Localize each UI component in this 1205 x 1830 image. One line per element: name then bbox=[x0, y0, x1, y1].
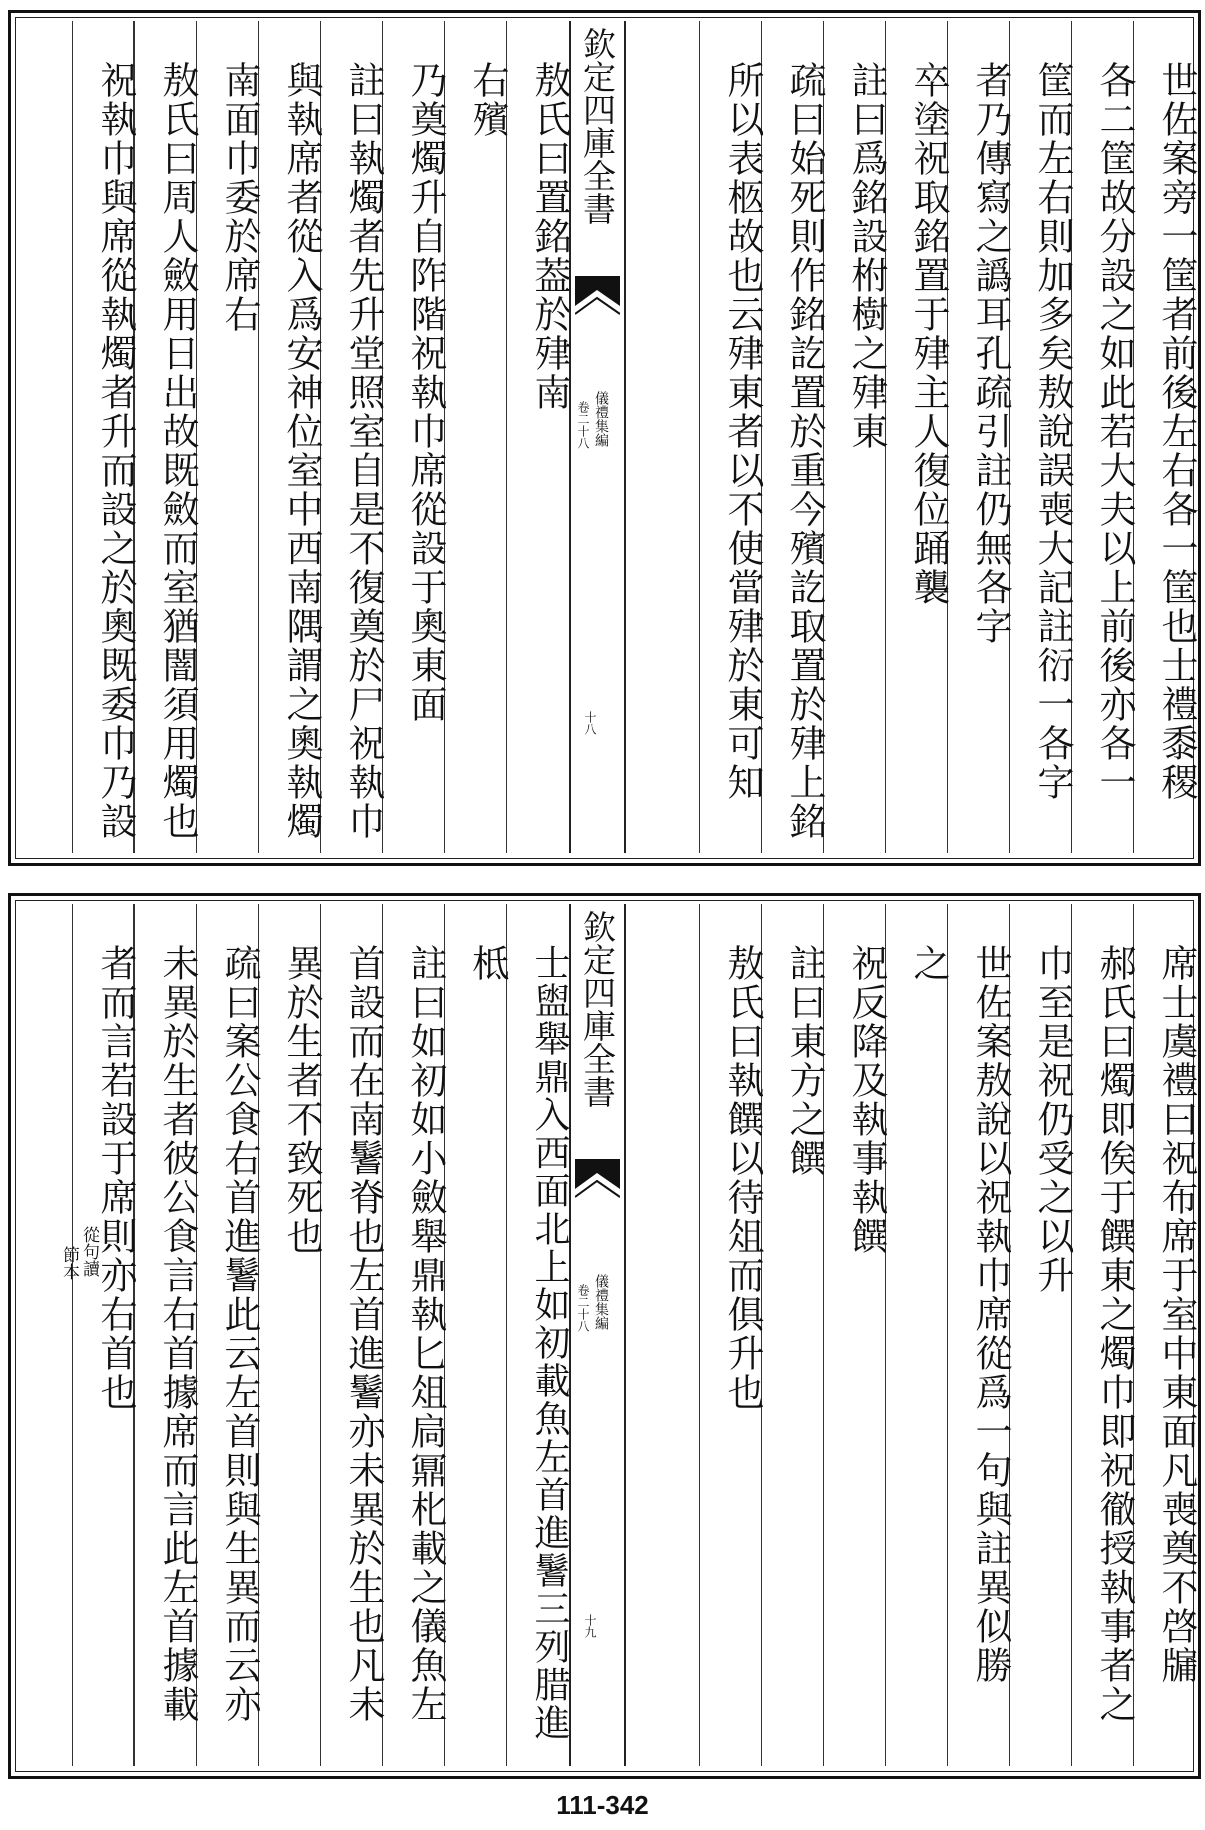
text-column bbox=[1133, 21, 1198, 853]
column-text: 各二筐故分設之如此若大夫以上前後亦各一 bbox=[1093, 61, 1136, 802]
text-column bbox=[444, 21, 509, 853]
fish-tail-mark-icon bbox=[575, 1159, 620, 1209]
column-text: 卒塗祝取銘置于肂主人復位踊襲 bbox=[907, 61, 950, 607]
text-column bbox=[885, 904, 950, 1766]
text-column bbox=[885, 21, 950, 853]
column-text: 世佐案旁一筐者前後左右各一筐也士禮黍稷 bbox=[1155, 61, 1198, 802]
text-column bbox=[258, 904, 323, 1766]
text-column bbox=[382, 21, 447, 853]
page-number-footer: 111-342 bbox=[556, 1790, 649, 1820]
collection-title: 欽定四庫全書 bbox=[578, 27, 617, 225]
text-column bbox=[1133, 904, 1198, 1766]
text-column bbox=[1071, 904, 1136, 1766]
interlinear-note: 從句讀 bbox=[79, 1226, 99, 1277]
text-column bbox=[761, 904, 826, 1766]
column-text: 疏曰始死則作銘訖置於重今殯訖取置於肂上銘 bbox=[783, 61, 826, 841]
column-text: 筐而左右則加多矣敖說誤喪大記註衍一各字 bbox=[1031, 61, 1074, 802]
interlinear-note: 節本 bbox=[59, 1246, 79, 1280]
book-name: 儀禮集編 bbox=[593, 1274, 609, 1330]
column-text: 郝氏曰燭即俟于饌東之燭巾即祝徹授執事者之 bbox=[1093, 944, 1136, 1724]
fish-tail-mark-icon bbox=[575, 276, 620, 326]
text-column bbox=[258, 21, 323, 853]
center-fold-strip bbox=[569, 21, 626, 853]
column-text: 祝反降及執事執饌 bbox=[845, 944, 888, 1256]
column-text: 右殯 bbox=[466, 61, 509, 139]
folio-number: 十八 bbox=[583, 711, 597, 735]
text-column bbox=[506, 904, 570, 1766]
text-column bbox=[320, 904, 385, 1766]
column-text: 之 bbox=[907, 944, 950, 983]
column-text: 敖氏曰執饌以待俎而俱升也 bbox=[721, 944, 764, 1412]
column-text: 南面巾委於席右 bbox=[218, 61, 261, 334]
column-text: 所以表柩故也云肂東者以不使當肂於東可知 bbox=[721, 61, 764, 802]
text-column bbox=[506, 21, 571, 853]
text-column bbox=[72, 21, 137, 853]
text-column bbox=[196, 21, 261, 853]
text-column bbox=[823, 21, 888, 853]
volume-number: 卷二十八 bbox=[576, 401, 590, 449]
text-column bbox=[134, 904, 199, 1766]
text-column bbox=[699, 21, 764, 853]
column-text: 者乃傳寫之譌耳孔疏引註仍無各字 bbox=[969, 61, 1012, 646]
column-text: 世佐案敖說以祝執巾席從爲一句與註異似勝 bbox=[969, 944, 1012, 1685]
column-text: 註曰爲銘設柎樹之肂東 bbox=[845, 61, 888, 451]
book-name: 儀禮集編 bbox=[593, 391, 609, 447]
column-text: 註曰東方之饌 bbox=[783, 944, 826, 1178]
column-text: 未異於生者彼公食言右首據席而言此左首據載 bbox=[156, 944, 199, 1724]
column-text: 註曰如初如小斂舉鼎執匕俎扃鼏朼載之儀魚左 bbox=[404, 944, 447, 1724]
column-text: 席士虞禮曰祝布席于室中東面凡喪奠不啓牖 bbox=[1155, 944, 1198, 1685]
text-column bbox=[134, 21, 199, 853]
column-text: 祝執巾與席從執燭者升而設之於奧既委巾乃設 bbox=[94, 61, 137, 841]
column-text: 士盥舉鼎入西面北上如初載魚左首進鬐三列腊進 bbox=[529, 944, 570, 1742]
text-column bbox=[823, 904, 888, 1766]
text-column bbox=[1009, 21, 1074, 853]
column-text: 巾至是祝仍受之以升 bbox=[1031, 944, 1074, 1295]
column-text: 疏曰案公食右首進鬐此云左首則與生異而云亦 bbox=[218, 944, 261, 1724]
text-column bbox=[761, 21, 826, 853]
column-text: 註曰執燭者先升堂照室自是不復奠於尸祝執巾 bbox=[342, 61, 385, 841]
collection-title: 欽定四庫全書 bbox=[578, 910, 617, 1108]
column-text: 者而言若設于席則亦右首也 bbox=[94, 944, 137, 1412]
bottom-half-page bbox=[8, 893, 1201, 1779]
text-column bbox=[699, 904, 764, 1766]
top-half-page bbox=[8, 10, 1201, 866]
center-fold-strip bbox=[569, 904, 626, 1766]
text-column bbox=[947, 21, 1012, 853]
text-column bbox=[444, 904, 509, 1766]
column-text: 敖氏曰置銘葢於肂南 bbox=[528, 61, 571, 412]
column-text: 敖氏曰周人斂用日出故既斂而室猶闇須用燭也 bbox=[156, 61, 199, 841]
column-text: 異於生者不致死也 bbox=[280, 944, 323, 1256]
text-column bbox=[72, 904, 137, 1766]
text-column bbox=[947, 904, 1012, 1766]
column-text: 與執席者從入爲安神位室中西南隅謂之奧執燭 bbox=[280, 61, 323, 841]
text-column bbox=[382, 904, 447, 1766]
volume-number: 卷二十八 bbox=[576, 1284, 590, 1332]
column-text: 柢 bbox=[466, 944, 509, 983]
folio-number: 十九 bbox=[583, 1614, 597, 1638]
text-column bbox=[320, 21, 385, 853]
column-text: 乃奠燭升自阼階祝執巾席從設于奧東面 bbox=[404, 61, 447, 724]
text-column bbox=[1071, 21, 1136, 853]
column-text: 首設而在南鬐脊也左首進鬐亦未異於生也凡未 bbox=[342, 944, 385, 1724]
text-column bbox=[1009, 904, 1074, 1766]
text-column bbox=[196, 904, 261, 1766]
